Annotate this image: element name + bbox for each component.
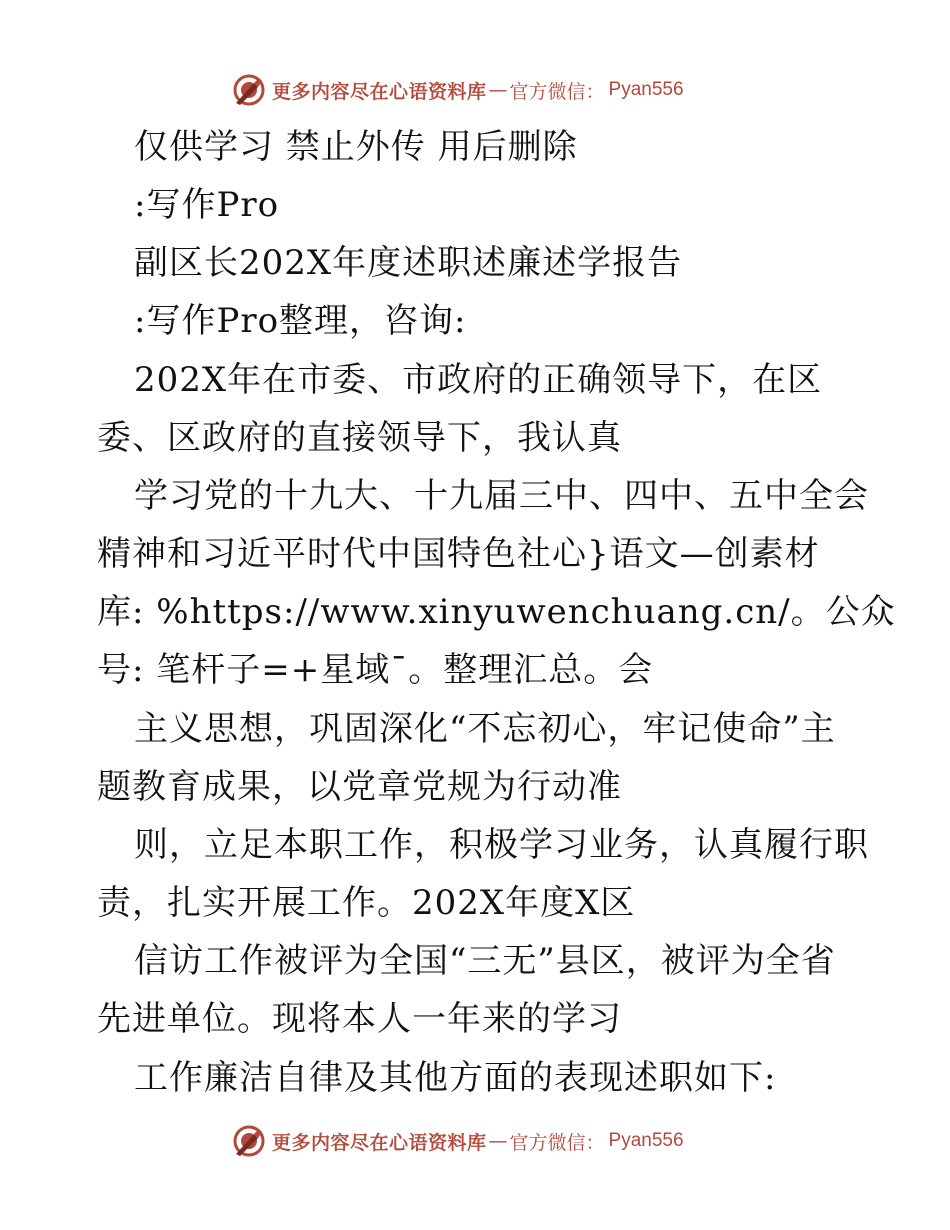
watermark-handle: Pyan556 <box>608 1130 684 1151</box>
text-line: 信访工作被评为全国“三无”县区，被评为全省 <box>134 941 836 981</box>
text-line: 委、区政府的直接领导下，我认真 <box>97 418 622 458</box>
text-line: 先进单位。现将本人一年来的学习 <box>97 999 622 1039</box>
watermark-handle: Pyan556 <box>608 79 684 100</box>
pen-logo-icon <box>232 1124 266 1158</box>
text-line: 则，立足本职工作，积极学习业务，认真履行职 <box>134 825 869 865</box>
watermark-official-label: 官方微信： <box>509 1131 605 1154</box>
text-line: 仅供学习 禁止外传 用后删除 <box>134 127 578 167</box>
text-line: 工作廉洁自律及其他方面的表现述职如下: <box>134 1058 777 1098</box>
watermark-official-label: 官方微信： <box>509 80 605 103</box>
pen-logo-icon <box>232 73 266 107</box>
watermark-text: 更多内容尽在心语资料库 <box>272 1131 487 1154</box>
text-line: 号: 笔杆子=+星域¯。整理汇总。会 <box>97 650 654 690</box>
text-line: :写作Pro整理，咨询: <box>134 301 467 341</box>
text-line: 精神和习近平时代中国特色社心}语文—创素材 <box>97 534 820 574</box>
text-line: 库: %https://www.xinyuwenchuang.cn/。公众 <box>97 592 896 632</box>
document-title: 副区长202X年度述职述廉述学报告 <box>134 243 683 283</box>
header-watermark <box>232 71 752 109</box>
watermark-dash: — <box>488 79 508 101</box>
text-line: :写作Pro <box>134 185 280 225</box>
watermark-text: 更多内容尽在心语资料库 <box>272 80 487 103</box>
footer-watermark <box>232 1122 752 1160</box>
text-line: 202X年在市委、市政府的正确领导下，在区 <box>134 360 823 400</box>
text-line: 学习党的十九大、十九届三中、四中、五中全会 <box>134 476 869 516</box>
text-line: 责，扎实开展工作。202X年度X区 <box>97 883 636 923</box>
watermark-dash: — <box>488 1130 508 1152</box>
text-line: 题教育成果，以党章党规为行动准 <box>97 767 622 807</box>
text-line: 主义思想，巩固深化“不忘初心，牢记使命”主 <box>134 709 836 749</box>
